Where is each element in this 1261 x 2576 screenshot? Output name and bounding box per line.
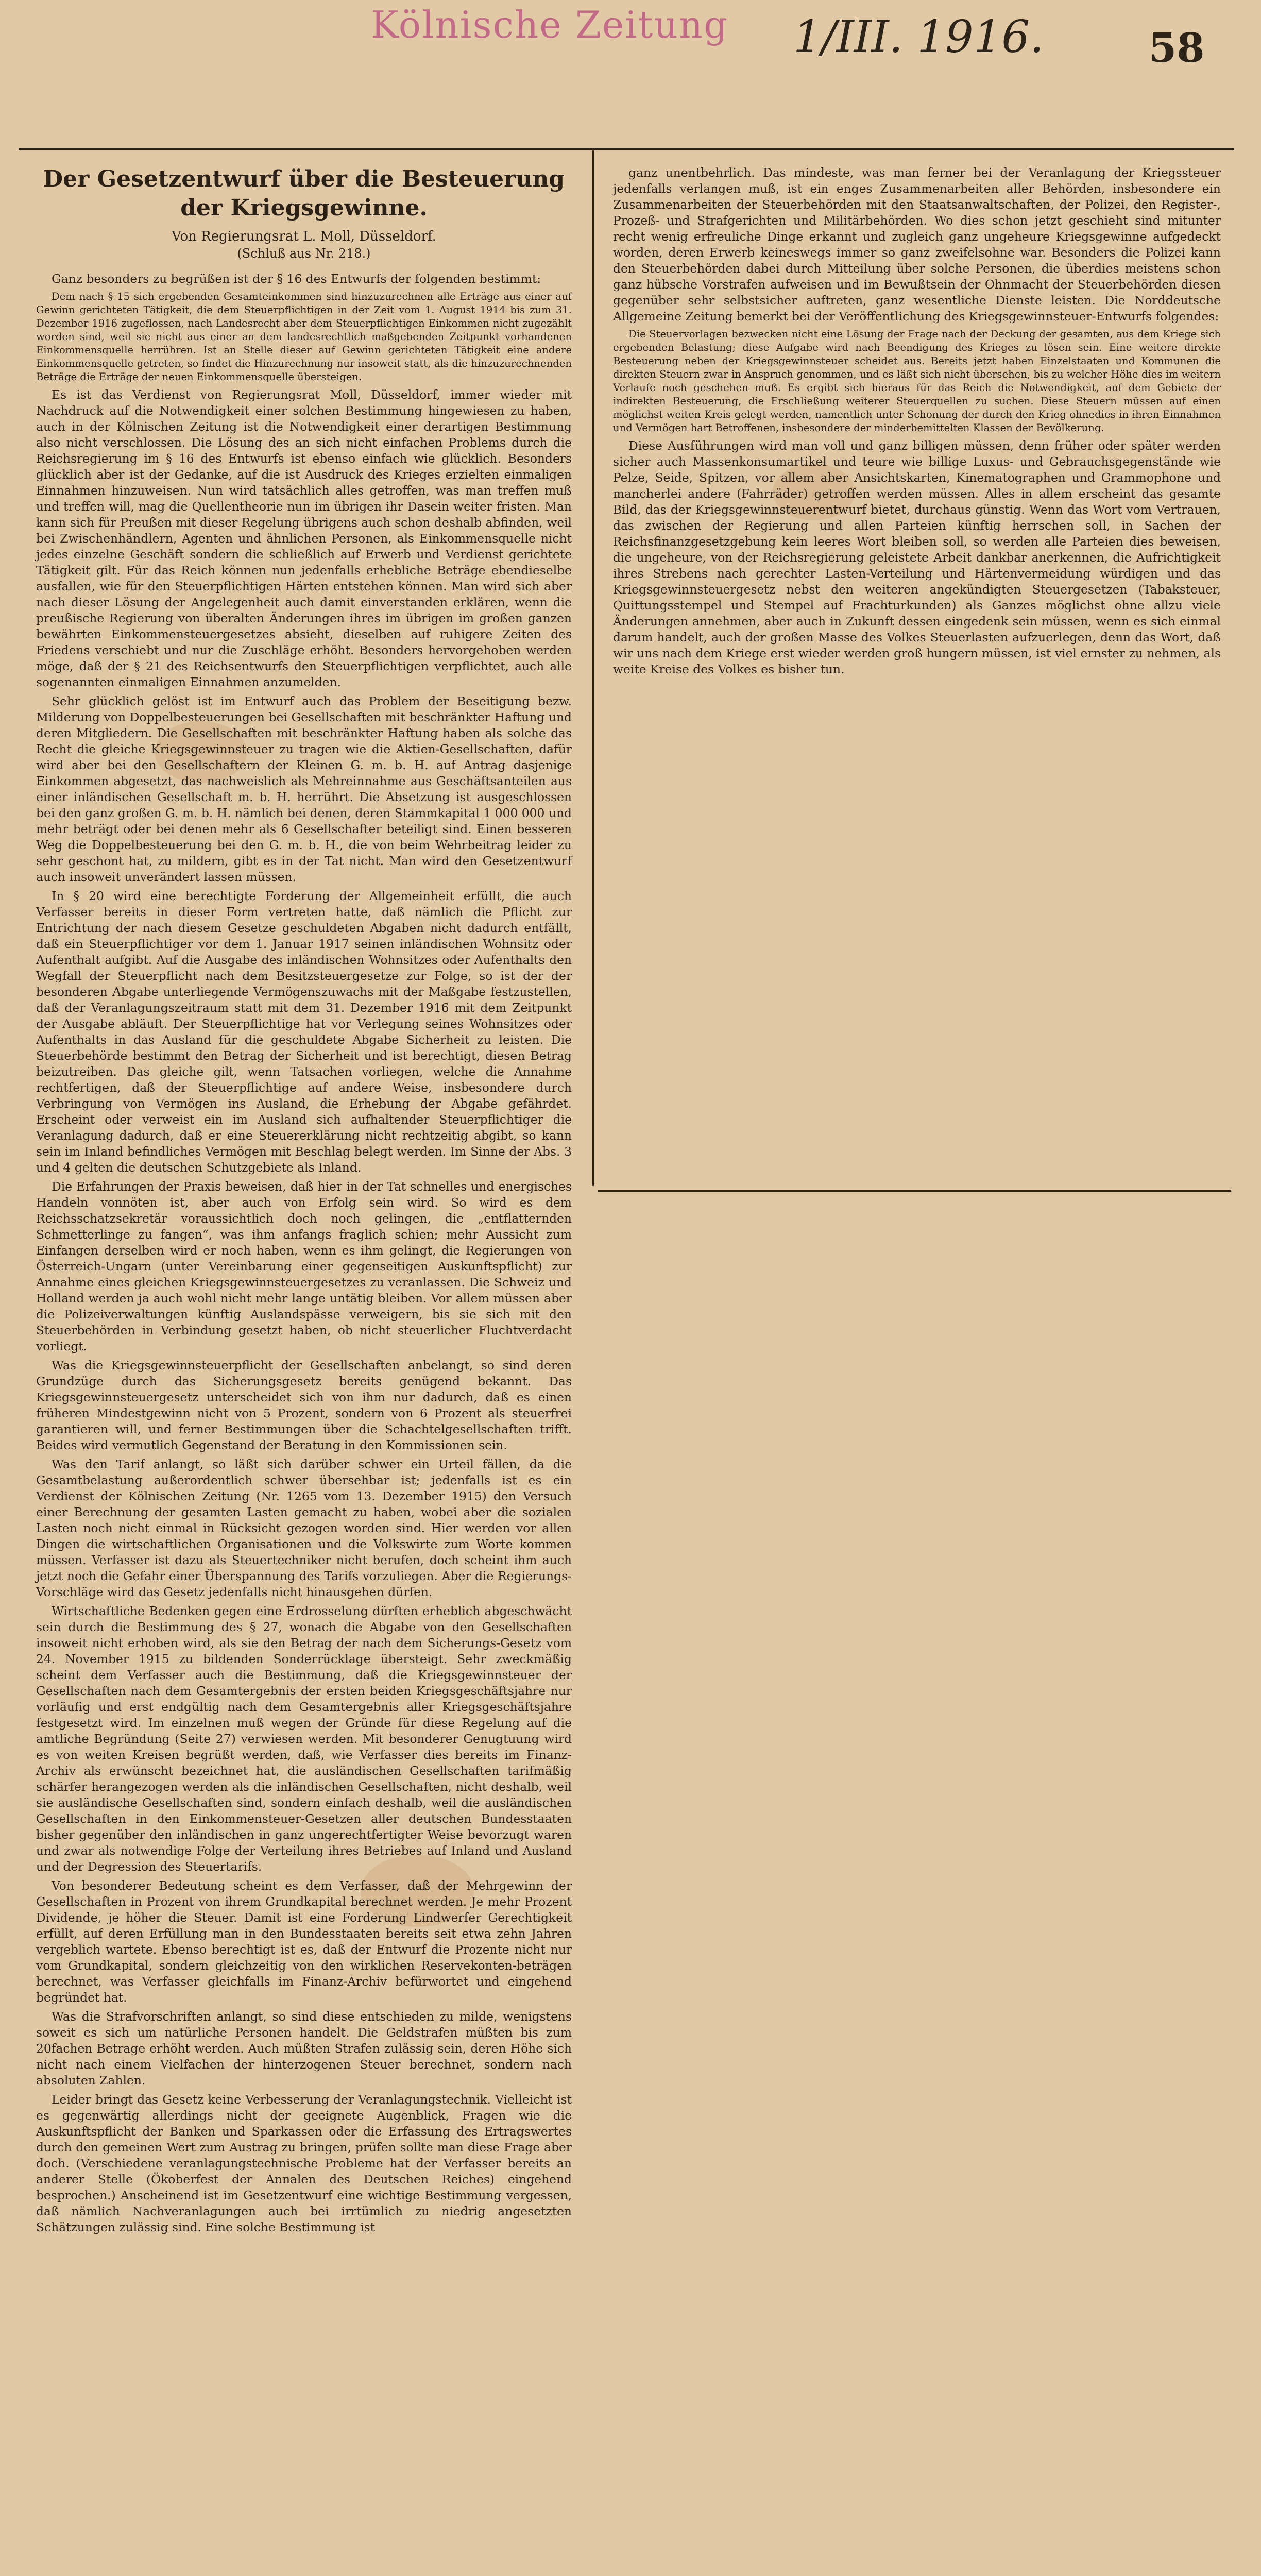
paragraph: Von besonderer Bedeutung scheint es dem Verfasser, daß der Mehrgewinn der Gesellschaften in Prozent von ihrem Grundkapital berechnet werden. Je mehr Prozent Dividende, je höher die Steuer. Damit ist eine Forderung Lindwerfer Gerechtigkeit erfüllt, auf deren Erfüllung man in den Bundesstaaten bereits seit etwa zehn Jahren vergeblich wartete. Ebenso berechtigt ist es, daß der Entwurf die Prozente nicht nur vom Grundkapital, sondern gleichzeitig von den wirklichen Reservekonten-beträgen berechnet, was Verfasser gleichfalls im Finanz-Archiv befürwortet und eingehend begründet hat. <box>36 1878 572 2005</box>
handwritten-date: 1/III. 1916. <box>793 11 1044 63</box>
paragraph: Ganz besonders zu begrüßen ist der § 16 des Entwurfs der folgenden bestimmt: <box>52 272 541 286</box>
paragraph: Dem nach § 15 sich ergebenden Gesamteinkommen sind hinzuzurechnen alle Erträge aus einer auf Gewinn gerichteten Tätigkeit, die dem Steuerpflichtigen in der Zeit vom 1. August 1914 bis zum 31. Dezember 1916 zugeflossen, nach Landesrecht aber dem Steuerpflichtigen Einkommen nicht zugezählt worden sind, weil sie nicht aus einer an dem landesrechtlich maßgebenden Zeitpunkt vorhandenen Einkommensquelle herrühren. Ist an Stelle dieser auf Gewinn gerichteten Tätigkeit eine andere Einkommensquelle getreten, so findet die Hinzurechnung nur insoweit statt, als die hinzuzurechnenden Beträge die Erträge der neuen Einkommensquelle übersteigen. <box>36 291 572 383</box>
paragraph: Was den Tarif anlangt, so läßt sich darüber schwer ein Urteil fällen, da die Gesamtbelastung außerordentlich schwer übersehbar ist; jedenfalls ist es ein Verdienst der Kölnischen Zeitung (Nr. 1265 vom 13. Dezember 1915) den Versuch einer Berechnung der gesamten Lasten gemacht zu haben, wobei aber die sozialen Lasten noch nicht einmal in Rücksicht gezogen worden sind. Hier werden vor allen Dingen die wirtschaftlichen Organisationen und die Volkswirte zum Worte kommen müssen. Verfasser ist dazu als Steuertechniker nicht berufen, doch scheint ihm auch jetzt noch die Gefahr einer Überspannung des Tarifs vorzuliegen. Aber die Regierungs-Vorschläge wird das Gesetz jedenfalls nicht hinausgehen dürfen. <box>36 1457 572 1599</box>
article-byline: Von Regierungsrat L. Moll, Düsseldorf. <box>172 229 436 244</box>
paragraph: Diese Ausführungen wird man voll und ganz billigen müssen, denn früher oder später werden sicher auch Massenkonsumartikel und teure wie billige Luxus- und Gebrauchsgegenstände wie Pelze, Seide, Spitzen, vor allem aber Ansichtskarten, Kinematographen und Grammophone und mancherlei andere (Fahrräder) getroffen werden müssen. Alles in allem erscheint das gesamte Bild, das der Kriegsgewinnsteuerentwurf bietet, durchaus günstig. Wenn das Wort vom Vertrauen, das zwischen der Regierung und allen Parteien künftig herrschen soll, in Sachen der Reichsfinanzgesetzgebung kein leeres Wort bleiben soll, so werden alle Parteien dies beweisen, die ungeheure, von der Reichsregierung geleistete Arbeit dankbar anerkennen, die Aufrichtigkeit ihres Strebens nach gerechter Lasten-Verteilung und Härtenvermeidung würdigen und das Kriegsgewinnsteuergesetz nebst den weiteren angekündigten Steuergesetzen (Tabaksteuer, Quittungsstempel und Stempel auf Frachturkunden) als Ganzes möglichst ohne allzu viele Änderungen annehmen, aber auch in Zukunft dessen eingedenk sein müssen, wenn es sich einmal darum handelt, auch der großen Masse des Volkes Steuerlasten aufzuerlegen, denn das Wort, daß wir uns nach dem Kriege erst wieder werden groß hungern müssen, ist viel ernster zu nehmen, als weite Kreise des Volkes es bisher tun. <box>613 438 1221 676</box>
paragraph: Die Erfahrungen der Praxis beweisen, daß hier in der Tat schnelles und energisches Handeln vonnöten ist, aber auch von Erfolg sein wird. So wird es dem Reichsschatzsekretär voraussichtlich doch noch gelingen, die „entflatternden Schmetterlinge zu fangen“, was ihm anfangs fraglich schien; mehr Aussicht zum Einfangen derselben wird er noch haben, wenn es ihm gelingt, die Regierungen von Österreich-Ungarn (unter Vereinbarung einer gegenseitigen Auskunftspflicht) zur Annahme eines gleichen Kriegsgewinnsteuergesetzes zu veranlassen. Die Schweiz und Holland werden ja auch wohl nicht mehr lange untätig bleiben. Vor allem müssen aber die Polizeiverwaltungen künftig Auslandspässe verweigern, bis sie sich mit den Steuerbehörden in Verbindung gesetzt haben, ob nicht steuerlicher Fluchtverdacht vorliegt. <box>36 1179 572 1353</box>
column-divider <box>592 150 594 1186</box>
paragraph: Was die Strafvorschriften anlangt, so sind diese entschieden zu milde, wenigstens soweit es sich um natürliche Personen handelt. Die Geldstrafen müßten bis zum 20fachen Betrage erhöht werden. Auch müßten Strafen zulässig sein, deren Höhe sich nicht nach einem Vielfachen der hinterzogenen Steuer berechnet, sondern nach absoluten Zahlen. <box>36 2009 572 2088</box>
top-rule <box>19 148 1234 150</box>
paragraph: Die Steuervorlagen bezwecken nicht eine Lösung der Frage nach der Deckung der gesamten, aus dem Kriege sich ergebenden Belastung; diese Aufgabe wird nach Beendigung des Krieges zu lösen sein. Eine weitere direkte Besteuerung neben der Kriegsgewinnsteuer scheidet aus. Bereits jetzt haben Einzelstaaten und Kommunen die direkten Steuern zwar in Anspruch genommen, und es läßt sich nicht übersehen, bis zu welcher Höhe dies im weitern Verlaufe noch geschehen muß. Es ergibt sich hieraus für das Reich die Notwendigkeit, auf dem Gebiete der indirekten Besteuerung, die Erschließung weiterer Steuerquellen zu suchen. Diese Steuern müssen auf einen möglichst weiten Kreis gelegt werden, namentlich unter Schonung der durch den Krieg ohnedies in ihren Einnahmen und Vermögen hart Betroffenen, insbesondere der minderbemittelten Klassen der Bevölkerung. <box>613 328 1221 434</box>
masthead-stamp: Kölnische Zeitung <box>371 3 729 46</box>
paragraph: Wirtschaftliche Bedenken gegen eine Erdrosselung dürften erheblich abgeschwächt sein durch die Bestimmung des § 27, wonach die Abgabe von den Gesellschaften insoweit nicht erhoben wird, als sie den Betrag der nach dem Sicherungs-Gesetz vom 24. November 1915 zu bildenden Sonderrücklage übersteigt. Sehr zweckmäßig scheint dem Verfasser auch die Bestimmung, daß die Kriegsgewinnsteuer der Gesellschaften nach dem Gesamtergebnis der ersten beiden Kriegsgeschäftsjahre nur vorläufig und erst endgültig nach dem Gesamtergebnis aller Kriegsgeschäftsjahre festgesetzt wird. Im einzelnen muß wegen der Gründe für diese Regelung auf die amtliche Begründung (Seite 27) verwiesen werden. Mit besonderer Genugtuung wird es von weiten Kreisen begrüßt werden, daß, wie Verfasser dies bereits im Finanz-Archiv als erwünscht bezeichnet hat, die ausländischen Gesellschaften tarifmäßig schärfer herangezogen werden als die inländischen Gesellschaften, nicht deshalb, weil sie ausländische Gesellschaften sind, sondern einfach deshalb, weil die ausländischen Gesellschaften in den Einkommensteuer-Gesetzen aller deutschen Bundesstaaten bisher gegenüber den inländischen in ganz ungerechtfertigter Weise bevorzugt waren und zwar als notwendige Folge der Verteilung ihres Betriebes auf Inland und Ausland und der Degression des Steuertarifs. <box>36 1604 572 1874</box>
column-1-body <box>36 271 572 2235</box>
page-number: 58 <box>1149 25 1205 72</box>
article-column-1 <box>21 155 587 2576</box>
column-2-body <box>613 165 1221 677</box>
paragraph: Sehr glücklich gelöst ist im Entwurf auch das Problem der Beseitigung bezw. Milderung von Doppelbesteuerungen bei Gesellschaften mit beschränkter Haftung und deren Mitgliedern. Die Gesellschaften mit beschränkter Haftung haben als solche das Recht die gleiche Kriegsgewinnsteuer zu tragen wie die Aktien-Gesellschaften, dafür wird aber bei den Gesellschaftern der Kleinen G. m. b. H. auf Antrag dasjenige Einkommen abgesetzt, das nachweislich als Mehreinnahme aus Geschäftsanteilen aus einer inländischen Gesellschaft m. b. H. herrührt. Die Absetzung ist ausgeschlossen bei den ganz großen G. m. b. H. nämlich bei denen, deren Stammkapital 1 000 000 und mehr beträgt oder bei denen mehr als 6 Gesellschafter beteiligt sind. Einen besseren Weg die Doppelbesteuerung bei den G. m. b. H., die von beim Wehrbeitrag leider zu sehr geschont hat, zu mildern, gibt es in der Tat nicht. Man wird den Gesetzentwurf auch insoweit unverändert lassen müssen. <box>36 694 572 884</box>
article-continuation-note: (Schluß aus Nr. 218.) <box>237 246 371 261</box>
column2-end-rule <box>598 1190 1231 1192</box>
paragraph: ganz unentbehrlich. Das mindeste, was man ferner bei der Veranlagung der Kriegssteuer jedenfalls verlangen muß, ist ein enges Zusammenarbeiten aller Behörden, insbesondere ein Zusammenarbeiten der Steuerbehörden mit den Staatsanwaltschaften, der Polizei, den Register-, Prozeß- und Strafgerichten und Militärbehörden. Wo dies schon jetzt geschieht sind mitunter recht wenig erfreuliche Dinge erkannt und zugleich ganz ungeheure Kriegsgewinne aufgedeckt worden, deren Erwerb keineswegs immer so ganz zweifelsohne war. Besonders die Polizei kann den Steuerbehörden dabei durch Mitteilung über solche Personen, die überdies meistens schon ganz hübsche Vorstrafen aufweisen und im Bewußtsein der Ohnmacht der Steuerbehörden diesen gegenüber sehr selbstsicher auftreten, ganz wesentliche Dienste leisten. Die Norddeutsche Allgemeine Zeitung bemerkt bei der Veröffentlichung des Kriegsgewinnsteuer-Entwurfs folgendes: <box>613 165 1221 324</box>
paragraph: Es ist das Verdienst von Regierungsrat Moll, Düsseldorf, immer wieder mit Nachdruck auf die Notwendigkeit einer solchen Bestimmung hingewiesen zu haben, auch in der Kölnischen Zeitung ist die Notwendigkeit einer derartigen Bestimmung also nicht verschlossen. Die Lösung des an sich nicht einfachen Problems durch die Reichsregierung im § 16 des Entwurfs ist ebenso einfach wie glücklich. Besonders glücklich aber ist der Gedanke, auf die ist Ausdruck des Krieges erzielten einmaligen Einnahmen hinzuweisen. Nun wird tatsächlich alles getroffen, was man treffen muß und treffen will, mag die Quellentheorie nun im übrigen ihr Dasein weiter fristen. Man kann sich für Preußen mit dieser Regelung übrigens auch schon deshalb abfinden, weil bei Zwischenhändlern, Agenten und ähnlichen Personen, als Einkommensquelle nicht jedes einzelne Geschäft sondern die schließlich auf Erwerb und Verdienst gerichtete Tätigkeit gilt. Für das Reich können nun jedenfalls erhebliche Beträge ebendieselbe ausfallen, wie für den Steuerpflichtigen Härten entstehen können. Man wird sich aber nach dieser Lösung der Angelegenheit auch damit einverstanden erklären, wenn die preußische Regierung von überalten Änderungen ihres im übrigen im großen ganzen bewährten Einkommensteuergesetzes absieht, dieselben auf ruhigere Zeiten des Friedens verschiebt und nur die Zuschläge erhöht. Besonders hervorgehoben werden möge, daß der § 21 des Reichsentwurfs den Steuerpflichtigen verpflichtet, auch alle sogenannten einmaligen Einnahmen anzumelden. <box>36 387 572 689</box>
paragraph: In § 20 wird eine berechtigte Forderung der Allgemeinheit erfüllt, die auch Verfasser bereits in dieser Form vertreten hatte, daß nämlich die Pflicht zur Entrichtung der nach diesem Gesetze geschuldeten Abgaben nicht dadurch entfällt, daß ein Steuerpflichtiger vor dem 1. Januar 1917 seinen inländischen Wohnsitz oder Aufenthalt aufgibt. Auf die Ausgabe des inländischen Wohnsitzes oder Aufenthalts den Wegfall der Steuerpflicht nach dem Besitzsteuergesetze zur Folge, so ist der der besonderen Abgabe unterliegende Vermögenszuwachs mit der Maßgabe festzustellen, daß der Veranlagungszeitraum statt mit dem 31. Dezember 1916 mit dem Zeitpunkt der Ausgabe abläuft. Der Steuerpflichtige hat vor Verlegung seines Wohnsitzes oder Aufenthalts in das Ausland für die geschuldete Abgabe Sicherheit zu leisten. Die Steuerbehörde bestimmt den Betrag der Sicherheit und ist berechtigt, diesen Betrag beizutreiben. Das gleiche gilt, wenn Tatsachen vorliegen, welche die Annahme rechtfertigen, daß der Steuerpflichtige auf andere Weise, insbesondere durch Verbringung von Vermögen ins Ausland, die Erhebung der Abgabe gefährdet. Erscheint oder verweist ein im Ausland sich aufhaltender Steuerpflichtiger die Veranlagung dadurch, daß er eine Steuererklärung nicht rechtzeitig abgibt, so kann sein im Inland befindliches Vermögen mit Beschlag belegt werden. Im Sinne der Abs. 3 und 4 gelten die deutschen Schutzgebiete als Inland. <box>36 889 572 1175</box>
article-column-2 <box>598 155 1236 1185</box>
article-title: Der Gesetzentwurf über die Besteuerung der Kriegsgewinne. <box>43 166 565 221</box>
paragraph: Leider bringt das Gesetz keine Verbesserung der Veranlagungstechnik. Vielleicht ist es gegenwärtig allerdings nicht der geeignete Augenblick, Fragen wie die Auskunftspflicht der Banken und Sparkassen oder die Erfassung des Ertragswertes durch den gemeinen Wert zum Austrag zu bringen, prüfen sollte man diese Frage aber doch. (Verschiedene veranlagungstechnische Probleme hat der Verfasser bereits an anderer Stelle (Ökoberfest der Annalen des Deutschen Reiches) eingehend besprochen.) Anscheinend ist im Gesetzentwurf eine wichtige Bestimmung vergessen, daß nämlich Nachveranlagungen auch bei irrtümlich zu niedrig angesetzten Schätzungen zulässig sind. Eine solche Bestimmung ist <box>36 2092 572 2234</box>
paragraph: Was die Kriegsgewinnsteuerpflicht der Gesellschaften anbelangt, so sind deren Grundzüge durch das Sicherungsgesetz bereits genügend bekannt. Das Kriegsgewinnsteuergesetz unterscheidet sich von ihm nur dadurch, daß es einen früheren Mindestgewinn nicht von 5 Prozent, sondern von 6 Prozent als steuerfrei garantieren will, und ferner Bestimmungen über die Schachtelgesellschaften trifft. Beides wird vermutlich Gegenstand der Beratung in den Kommissionen sein. <box>36 1358 572 1452</box>
